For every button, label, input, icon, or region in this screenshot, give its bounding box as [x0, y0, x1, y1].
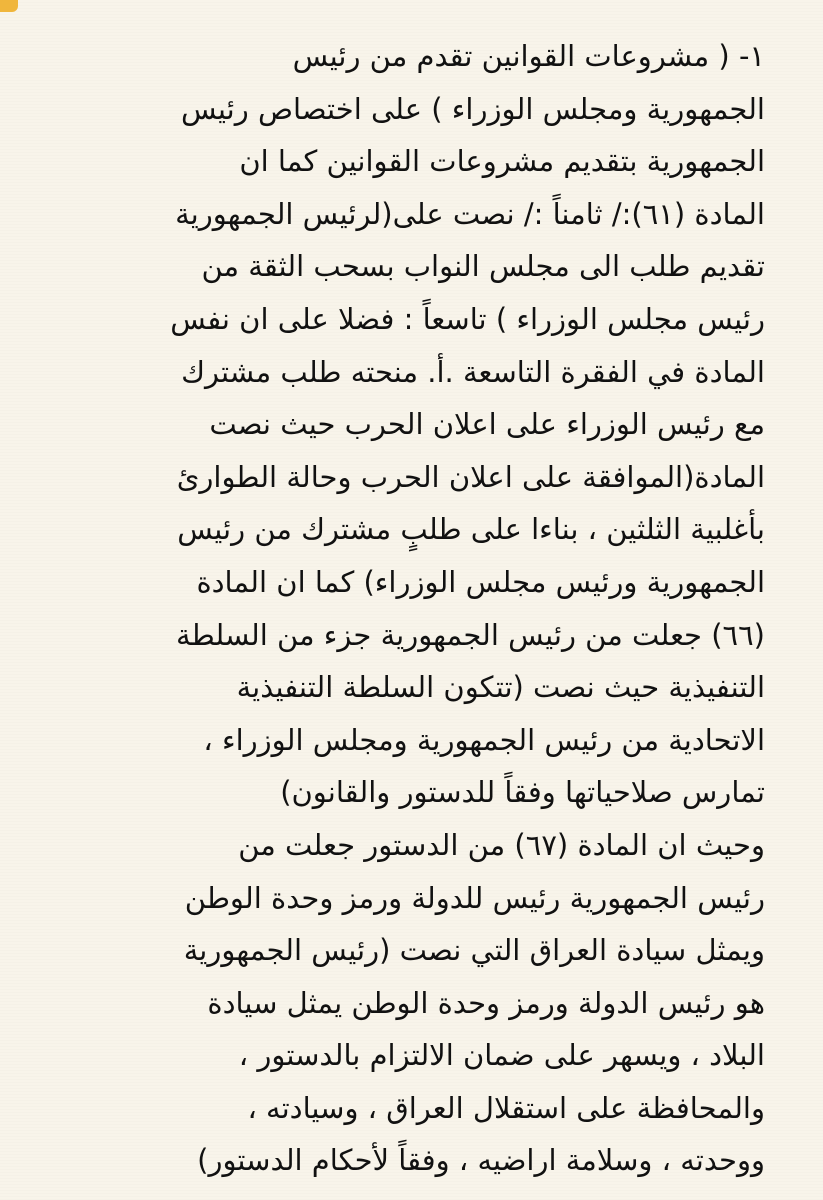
text-line: والمحافظة على استقلال العراق ، وسيادته ، [247, 1090, 765, 1125]
text-line: ويمثل سيادة العراق التي نصت (رئيس الجمهورية [183, 933, 765, 968]
document-body [50, 30, 765, 1187]
text-line: ١- ( مشروعات القوانين تقدم من رئيس [292, 39, 765, 73]
text-line: الجمهورية ورئيس مجلس الوزراء) كما ان المادة [196, 564, 765, 599]
text-line: تمارس صلاحياتها وفقاً للدستور والقانون) [280, 775, 765, 810]
text-line: مع رئيس الوزراء على اعلان الحرب حيث نصت [209, 407, 765, 442]
top-cut-strip [0, 0, 823, 24]
bookmark-marker-icon [0, 0, 18, 12]
text-line: رئيس مجلس الوزراء ) تاسعاً : فضلا على ان نفس [170, 301, 765, 336]
text-line: وحيث ان المادة (٦٧) من الدستور جعلت من [238, 827, 765, 862]
text-line: الاتحادية من رئيس الجمهورية ومجلس الوزراء ، [203, 722, 765, 757]
text-line: الجمهورية بتقديم مشروعات القوانين كما ان [239, 144, 765, 179]
text-line: رئيس الجمهورية رئيس للدولة ورمز وحدة الوطن [184, 880, 765, 915]
text-line: ووحدته ، وسلامة اراضيه ، وفقاً لأحكام الدستور) [197, 1143, 765, 1178]
text-line: المادة في الفقرة التاسعة .أ. منحته طلب مشترك [181, 354, 765, 389]
text-line: هو رئيس الدولة ورمز وحدة الوطن يمثل سيادة [207, 985, 765, 1020]
text-line: البلاد ، ويسهر على ضمان الالتزام بالدستور ، [238, 1038, 765, 1073]
text-line: التنفيذية حيث نصت (تتكون السلطة التنفيذية [236, 670, 765, 705]
text-line: بأغلبية الثلثين ، بناءا على طلبٍ مشترك من رئيس [177, 512, 765, 547]
text-line: تقديم طلب الى مجلس النواب بسحب الثقة من [201, 249, 765, 284]
text-line: المادة(الموافقة على اعلان الحرب وحالة الطوارئ [176, 459, 765, 494]
text-line: الجمهورية ومجلس الوزراء ) على اختصاص رئيس [180, 91, 765, 126]
text-line: المادة (٦١):/ ثامناً :/ نصت على(لرئيس الجمهورية [175, 196, 765, 231]
text-line: (٦٦) جعلت من رئيس الجمهورية جزء من السلطة [176, 617, 765, 652]
